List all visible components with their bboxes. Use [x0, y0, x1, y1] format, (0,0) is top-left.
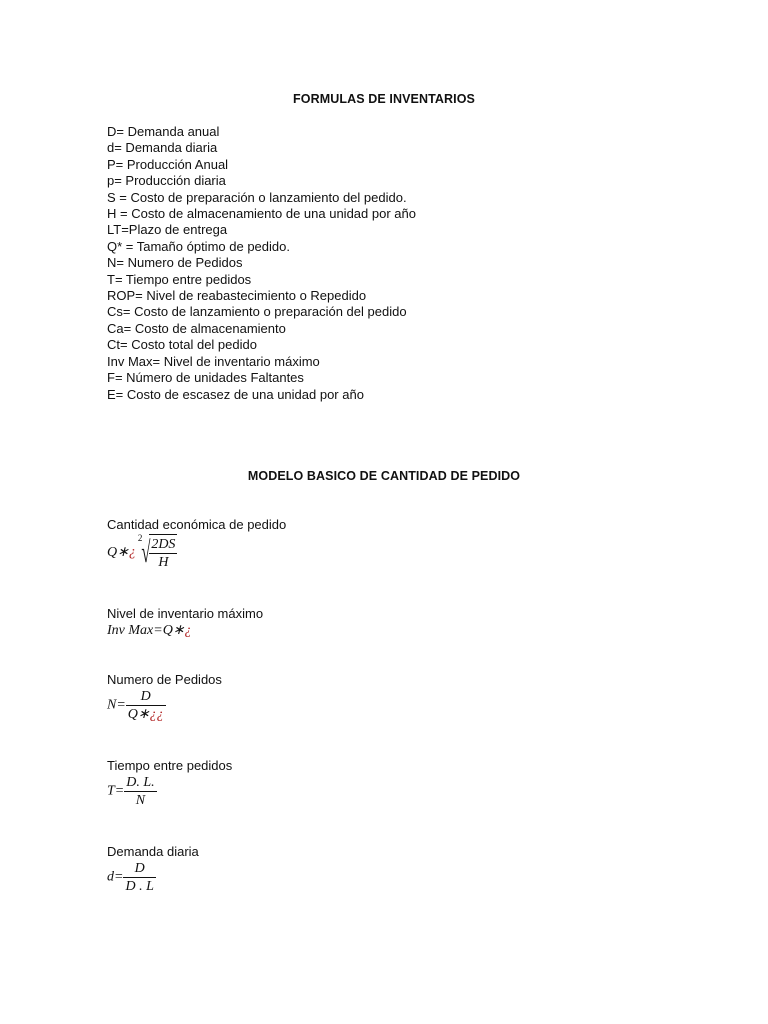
- definition-item: Cs= Costo de lanzamiento o preparación del pedido: [107, 304, 407, 320]
- orders-numerator: D: [126, 688, 166, 706]
- definition-item: H = Costo de almacenamiento de una unidad por año: [107, 206, 416, 222]
- orders-label: Numero de Pedidos: [107, 672, 222, 687]
- daily-formula: [107, 860, 156, 895]
- definition-item: F= Número de unidades Faltantes: [107, 370, 304, 386]
- daily-numerator: D: [123, 860, 155, 878]
- root-index: 2: [137, 533, 143, 543]
- daily-fraction: [123, 860, 155, 895]
- eoq-formula: [107, 534, 177, 571]
- definition-item: S = Costo de preparación o lanzamiento del pedido.: [107, 189, 407, 205]
- radical-sign: √: [141, 535, 151, 569]
- inv-max-lhs: Inv Max=Q∗: [107, 623, 185, 638]
- orders-formula: [107, 688, 166, 723]
- daily-denominator: D . L: [125, 879, 154, 894]
- orders-denominator: Q∗¿¿: [127, 707, 164, 722]
- eoq-fraction: [149, 536, 177, 571]
- time-fraction: [124, 774, 156, 809]
- definition-item: Ca= Costo de almacenamiento: [107, 320, 286, 336]
- daily-lhs: d=: [107, 869, 124, 885]
- orders-lhs: N=: [107, 697, 126, 713]
- definition-item: P= Producción Anual: [107, 156, 229, 172]
- time-label: Tiempo entre pedidos: [107, 758, 233, 773]
- time-denominator: N: [135, 793, 146, 808]
- time-lhs: T=: [107, 783, 125, 799]
- inv-max-label: Nivel de inventario máximo: [107, 606, 264, 621]
- inv-max-formula: [107, 622, 192, 639]
- orders-glyph: ¿¿: [149, 707, 164, 722]
- time-formula: [107, 774, 157, 809]
- section-title: MODELO BASICO DE CANTIDAD DE PEDIDO: [247, 469, 521, 483]
- daily-label: Demanda diaria: [107, 844, 199, 859]
- definition-item: LT=Plazo de entrega: [107, 222, 228, 238]
- page-title: FORMULAS DE INVENTARIOS: [293, 92, 475, 106]
- definitions-list: [107, 124, 416, 403]
- time-numerator: D. L.: [126, 775, 155, 790]
- definition-item: T= Tiempo entre pedidos: [107, 271, 252, 287]
- definition-item: Inv Max= Nivel de inventario máximo: [107, 353, 320, 369]
- definition-item: D= Demanda anual: [107, 124, 220, 139]
- definition-item: ROP= Nivel de reabastecimiento o Repedido: [107, 288, 367, 304]
- definition-item: Ct= Costo total del pedido: [107, 337, 257, 353]
- definition-item: N= Numero de Pedidos: [107, 255, 243, 271]
- definition-item: E= Costo de escasez de una unidad por año: [107, 386, 364, 402]
- eoq-numerator: 2DS: [151, 537, 176, 552]
- eoq-label: Cantidad económica de pedido: [107, 517, 287, 532]
- eoq-denominator: H: [158, 555, 169, 570]
- eoq-lhs: Q∗: [107, 545, 129, 560]
- definition-item: d= Demanda diaria: [107, 140, 218, 156]
- square-root: [136, 534, 178, 571]
- inv-max-glyph: ¿: [184, 623, 192, 638]
- definition-item: p= Producción diaria: [107, 173, 226, 189]
- definition-item: Q* = Tamaño óptimo de pedido.: [107, 238, 290, 254]
- eoq-glyph: ¿: [128, 544, 136, 560]
- orders-fraction: [126, 688, 166, 723]
